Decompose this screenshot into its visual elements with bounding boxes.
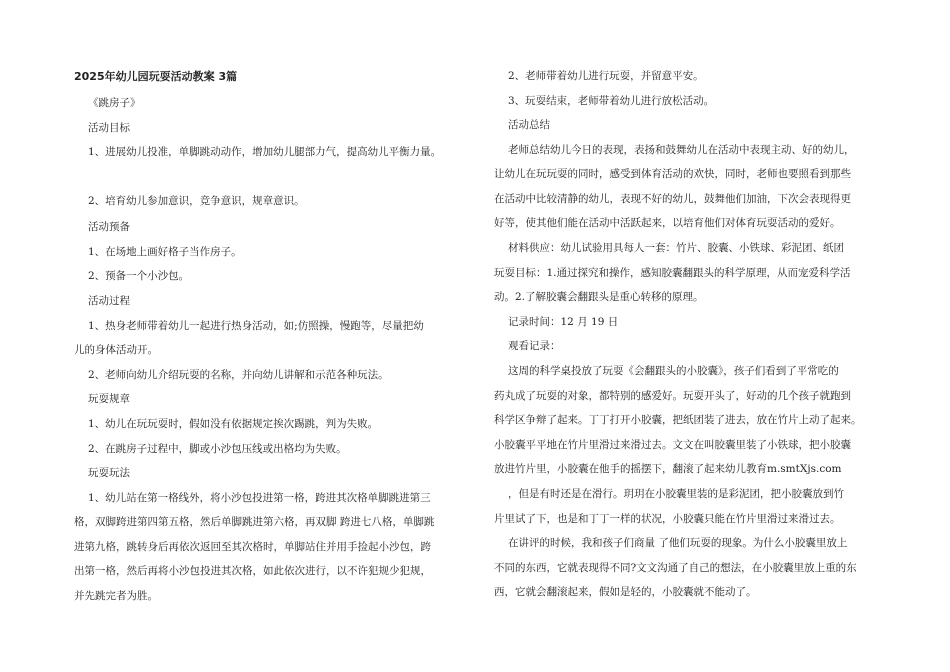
text-line: 出第一格，然后再将小沙包投进其次格，如此依次进行，以不许犯规少犯规， [74,565,431,577]
text-line: 2、老师向幼儿介绍玩耍的名称，并向幼儿讲解和示范各种玩法。 [88,369,389,381]
text-line: 在活动中比较清静的幼儿，表现不好的幼儿，鼓舞他们加油，下次会表现得更 [494,193,851,205]
text-line: 1、进展幼儿投准，单脚跳动动作，增加幼儿腿部力气，提高幼儿平衡力量。 [88,146,442,158]
text-line: 记录时间：12 月 19 日 [508,316,619,328]
text-line: 药丸成了玩耍的对象，都特别的感爱好。玩耍开头了，好动的几个孩子就跑到 [494,390,851,402]
text-line: 在讲评的时候，我和孩子们商量 了他们玩耍的现象。为什么小胶囊里放上 [508,537,848,549]
text-line: 2、在跳房子过程中，脚或小沙包压线或出格均为失败。 [88,443,347,455]
text-line: 《跳房子》 [88,97,141,109]
text-line: 1、幼儿在玩玩耍时，假如没有依据规定挨次踢跳，判为失败。 [88,418,379,430]
text-line: 2、老师带着幼儿进行玩耍，并留意平安。 [508,70,704,82]
section-heading: 玩耍玩法 [88,467,130,479]
text-line: 小胶囊平平地在竹片里滑过来滑过去。文文在叫胶囊里装了小铁球，把小胶囊 [494,439,851,451]
text-line: 科学区争辩了起来。丁丁打开小胶囊，把纸团装了进去，放在竹片上动了起来。 [494,414,862,426]
text-line: 放进竹片里，小胶囊在他手的摇摆下，翻滚了起来幼儿教育m.smtXjs.com [494,463,842,475]
text-line: 让幼儿在玩玩耍的同时，感受到体育活动的欢快，同时，老师也要照看到那些 [494,168,851,180]
text-line: 老师总结幼儿今日的表现，表扬和鼓舞幼儿在活动中表现主动、好的幼儿， [508,144,855,156]
document-title: 2025年幼儿园玩耍活动教案 3篇 [74,70,238,83]
text-line: 片里试了下，也是和丁丁一样的状况，小胶囊只能在竹片里滑过来滑过去。 [494,513,841,525]
text-line: 不同的东西，它就表现得不同?文文沟通了自己的想法，在小胶囊里放上重的东 [494,562,857,574]
text-line: 观看记录： [508,340,561,352]
text-line: 1、在场地上画好格子当作房子。 [88,246,242,258]
text-line: 西，它就会翻滚起来，假如是轻的，小胶囊就不能动了。 [494,586,757,598]
text-line: 材料供应：幼儿试验用具每人一套：竹片、胶囊、小铁球、彩泥团、纸团 [508,242,844,254]
text-line: 动。2.了解胶囊会翻跟头是重心转移的原理。 [494,291,704,303]
section-heading: 玩耍规章 [88,393,130,405]
section-heading: 活动目标 [88,122,130,134]
section-heading: 活动总结 [508,119,550,131]
text-line: 2、预备一个小沙包。 [88,270,190,282]
section-heading: 活动预备 [88,221,130,233]
text-line: 格，双脚跨进第四第五格，然后单脚跳进第六格，再双脚 跨进七八格，单脚跳 [74,516,435,528]
text-line: 2、培育幼儿参加意识，竞争意识，规章意识。 [88,195,305,207]
text-line: ，但是有时还是在滑行。玥玥在小胶囊里装的是彩泥团，把小胶囊放到竹 [508,488,844,500]
text-line: 3、玩耍结束，老师带着幼儿进行放松活动。 [508,95,715,107]
text-line: 这周的科学桌投放了玩耍《会翻跟头的小胶囊》，孩子们看到了平常吃的 [508,365,839,377]
text-line: 儿的身体活动开。 [74,344,158,356]
text-line: 1、幼儿站在第一格线外，将小沙包投进第一格，跨进其次格单脚跳进第三 [88,492,431,504]
section-heading: 活动过程 [88,295,130,307]
text-line: 进第九格，跳转身后再依次返回至其次格时，单脚站住并用手捡起小沙包，跨 [74,541,431,553]
text-line: 好等，使其他们能在活动中活跃起来，以培育他们对体育玩耍活动的爱好。 [494,217,841,229]
text-line: 并先跳完者为胜。 [74,590,158,602]
text-line: 1、热身老师带着幼儿一起进行热身活动，如;仿照操，慢跑等，尽量把幼 [88,320,424,332]
text-line: 玩耍目标：1.通过探究和操作，感知胶囊翻跟头的科学原理，从而宠爱科学活 [494,267,851,279]
